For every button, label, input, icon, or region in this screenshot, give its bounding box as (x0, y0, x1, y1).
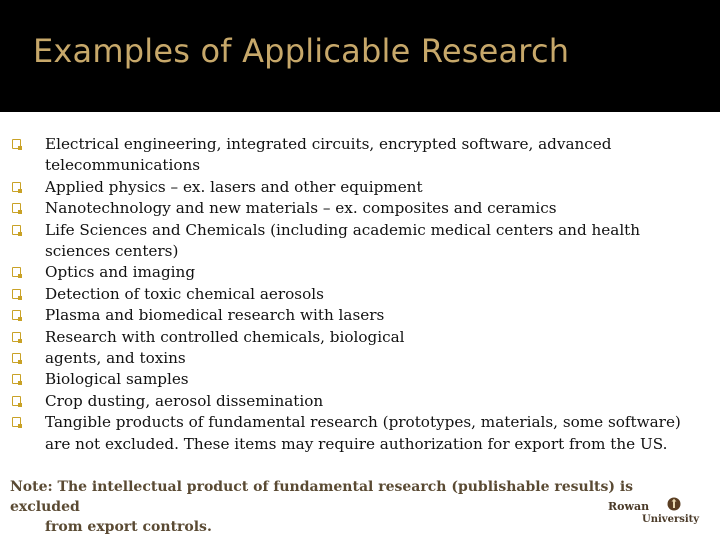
checkbox-bullet-icon (12, 289, 21, 299)
bullet-text: Optics and imaging (45, 263, 196, 282)
checkbox-bullet-icon (12, 182, 21, 192)
bullet-text: Detection of toxic chemical aerosols (45, 284, 324, 303)
bullet-text: Electrical engineering, integrated circuits, encrypted software, advanced telecommunications (45, 135, 612, 175)
bullet-text: Plasma and biomedical research with lasers (45, 306, 385, 325)
checkbox-bullet-icon (12, 417, 21, 427)
torch-emblem-icon (668, 498, 681, 511)
bullet-text: Biological samples (45, 370, 189, 389)
bullet-list (12, 134, 708, 455)
list-item (12, 284, 708, 305)
bullet-text: Life Sciences and Chemicals (including academic medical centers and health sciences centers) (45, 220, 641, 261)
list-item (12, 262, 708, 283)
note-line-2: from export controls. (45, 519, 212, 535)
logo-line-2: University (642, 514, 700, 525)
checkbox-bullet-icon (12, 353, 21, 363)
list-item (12, 327, 708, 348)
list-item (12, 412, 708, 455)
checkbox-bullet-icon (12, 225, 21, 235)
checkbox-bullet-icon (12, 374, 21, 384)
bullet-text: Applied physics – ex. lasers and other equipment (45, 177, 423, 196)
slide-title: Examples of Applicable Research (33, 32, 570, 70)
list-item (12, 198, 708, 219)
list-item (12, 134, 708, 177)
bullet-text: Research with controlled chemicals, biological (45, 327, 405, 346)
checkbox-bullet-icon (12, 139, 21, 149)
list-item (12, 177, 708, 198)
bullet-text: Nanotechnology and new materials – ex. composites and ceramics (45, 199, 557, 218)
list-item (12, 348, 708, 369)
checkbox-bullet-icon (12, 396, 21, 406)
title-bar (0, 0, 720, 112)
checkbox-bullet-icon (12, 310, 21, 320)
list-item (12, 220, 708, 263)
bullet-text: agents, and toxins (45, 349, 186, 368)
bullet-text: Tangible products of fundamental research (prototypes, materials, some software) are not excluded. These items may require authorization for export from the US. (45, 413, 681, 453)
footnote (10, 477, 670, 537)
list-item (12, 391, 708, 412)
checkbox-bullet-icon (12, 267, 21, 277)
note-line-1: Note: The intellectual product of fundamental research (publishable results) is excluded (10, 479, 634, 515)
rowan-university-logo (606, 496, 706, 526)
logo-line-1: Rowan (608, 500, 650, 513)
bullet-text: Crop dusting, aerosol dissemination (45, 391, 324, 410)
list-item (12, 305, 708, 326)
checkbox-bullet-icon (12, 203, 21, 213)
list-item (12, 369, 708, 390)
checkbox-bullet-icon (12, 332, 21, 342)
